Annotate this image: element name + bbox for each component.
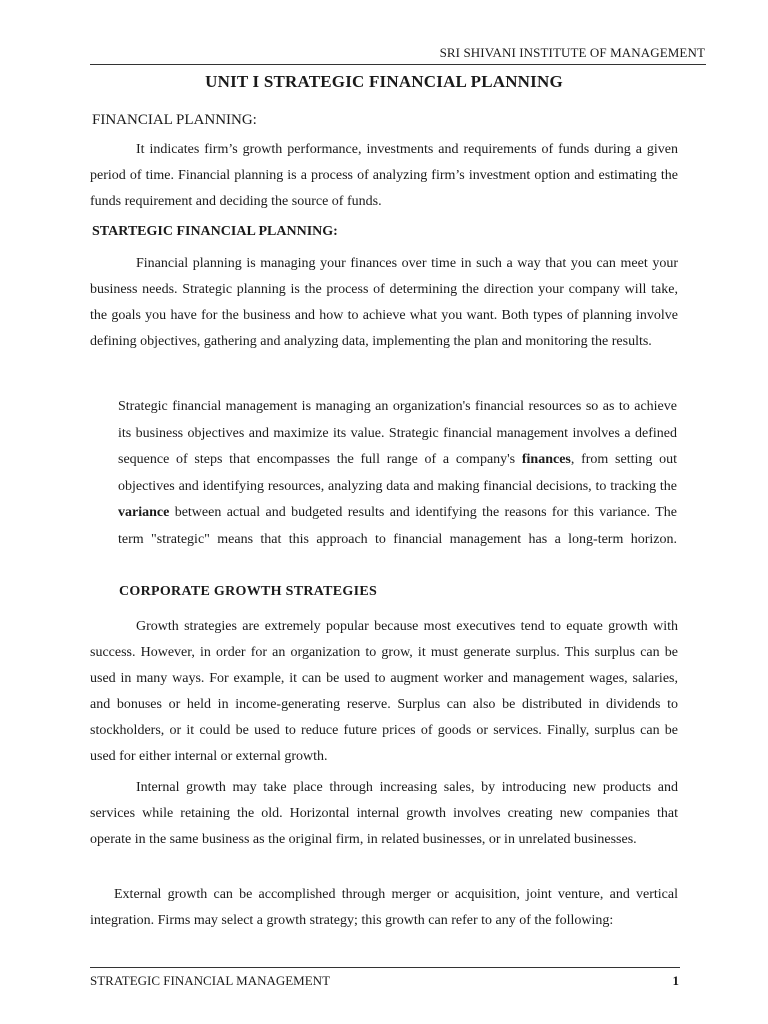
page-number: 1 [672,973,679,988]
section-heading-financial-planning: FINANCIAL PLANNING: [92,112,257,128]
quote-strategic-financial-management: Strategic financial management is managing an organization's financial resources so as to achieve its business objectives and maximize its value. Strategic financial management involves a defined sequence of steps that encompasses the full range of a company's finances, from setting out objectives and identifying resources, analyzing data and making financial decisions, to tracking the variance between actual and budgeted results and identifying the reasons for this variance. The term "strategic" means that this approach to financial management has a long-term horizon. [118,399,677,547]
section-heading-corporate-growth: CORPORATE GROWTH STRATEGIES [119,584,378,599]
bold-term-finances: finances [521,452,571,467]
unit-title: UNIT I STRATEGIC FINANCIAL PLANNING [205,72,563,91]
paragraph-financial-planning: It indicates firm’s growth performance, investments and requirements of funds during a given period of time. Financial planning is a process of analyzing firm’s investment option and estimating the funds requirement and deciding the source of funds. [90,142,678,209]
bold-term-variance: variance [118,505,170,520]
institute-header: SRI SHIVANI INSTITUTE OF MANAGEMENT [439,45,705,60]
section-heading-strategic-financial-planning: STARTEGIC FINANCIAL PLANNING: [92,224,338,239]
footer-course-title: STRATEGIC FINANCIAL MANAGEMENT [90,973,331,988]
paragraph-growth-strategies: Growth strategies are extremely popular because most executives tend to equate growth with success. However, in order for an organization to grow, it must generate surplus. This surplus can be used in many ways. For example, it can be used to augment worker and management wages, salaries, and bonuses or held in income-generating reserve. Surplus can also be distributed in dividends to stockholders, or it could be used to reduce future prices of goods or services. Finally, surplus can be used for either internal or external growth. [90,619,678,764]
paragraph-strategic-financial-planning: Financial planning is managing your finances over time in such a way that you can meet your business needs. Strategic planning is the process of determining the direction your company will take, the goals you have for the business and how to achieve what you want. Both types of planning involve defining objectives, gathering and analyzing data, implementing the plan and monitoring the results. [90,256,678,349]
footer-divider [90,967,680,968]
paragraph-internal-growth: Internal growth may take place through increasing sales, by introducing new products and services while retaining the old. Horizontal internal growth involves creating new companies that operate in the same business as the original firm, in related businesses, or in unrelated businesses. [90,780,678,847]
header-divider [90,64,706,65]
paragraph-external-growth: External growth can be accomplished through merger or acquisition, joint venture, and vertical integration. Firms may select a growth strategy; this growth can refer to any of the following: [90,887,678,928]
